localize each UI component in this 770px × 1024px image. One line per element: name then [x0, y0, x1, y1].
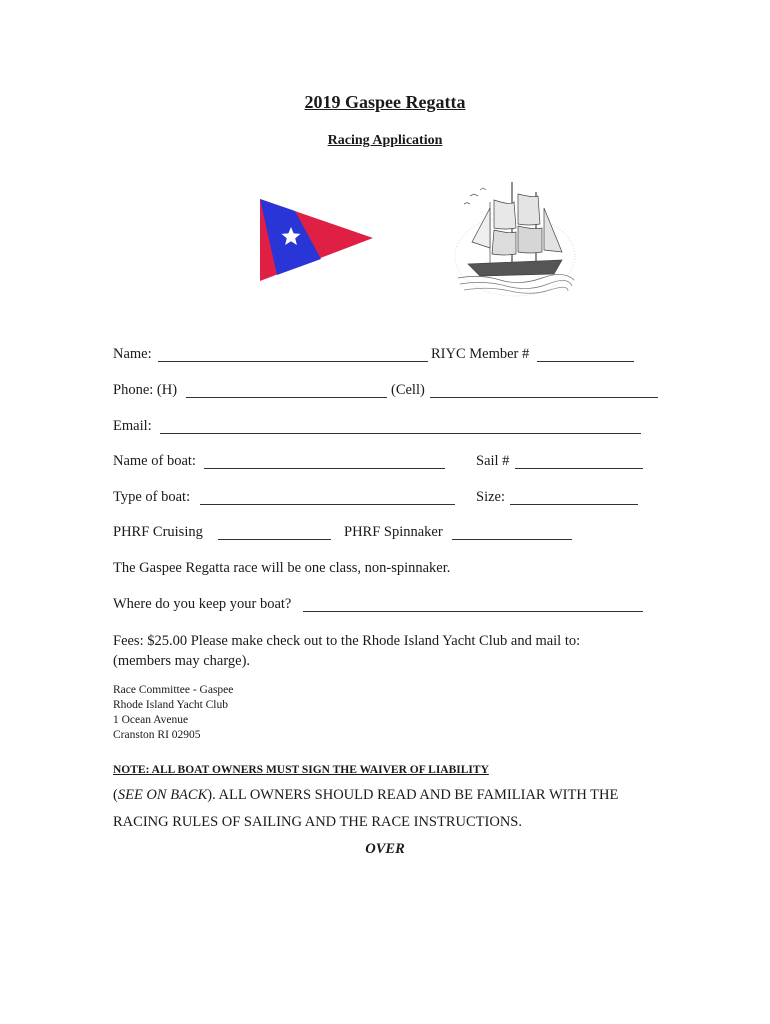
riyc-member-field[interactable]: [537, 361, 634, 362]
keep-boat-field[interactable]: [303, 611, 643, 612]
phrf-spinnaker-label: PHRF Spinnaker: [344, 524, 443, 540]
fees-line-1: Fees: $25.00 Please make check out to the Rhode Island Yacht Club and mail to:: [113, 633, 581, 649]
phone-home-label: Phone: (H): [113, 382, 178, 398]
boat-name-label: Name of boat:: [113, 453, 196, 469]
phrf-spinnaker-field[interactable]: [452, 539, 572, 540]
address-line-1: Race Committee - Gaspee: [113, 684, 234, 696]
address-line-3: 1 Ocean Avenue: [113, 714, 189, 726]
page-subtitle: Racing Application: [327, 133, 443, 148]
owners-line-1-rest: ). ALL OWNERS SHOULD READ AND BE FAMILIAR WITH THE: [207, 787, 619, 803]
name-field[interactable]: [158, 361, 428, 362]
address-line-2: Rhode Island Yacht Club: [113, 699, 228, 711]
owners-line-2: RACING RULES OF SAILING AND THE RACE INSTRUCTIONS.: [113, 814, 522, 830]
phone-home-field[interactable]: [186, 397, 387, 398]
mailing-address: [113, 683, 233, 743]
address-line-4: Cranston RI 02905: [113, 729, 201, 741]
boat-name-field[interactable]: [204, 468, 445, 469]
phrf-cruising-field[interactable]: [218, 539, 331, 540]
size-field[interactable]: [510, 504, 638, 505]
phone-cell-field[interactable]: [430, 397, 658, 398]
sailing-ship-icon: [450, 178, 580, 300]
fees-text: [113, 631, 673, 671]
see-on-back: SEE ON BACK: [117, 787, 208, 803]
phone-cell-label: (Cell): [391, 382, 425, 398]
waiver-note: NOTE: ALL BOAT OWNERS MUST SIGN THE WAIVER OF LIABILITY: [113, 764, 489, 776]
email-field[interactable]: [160, 433, 641, 434]
burgee-icon: [255, 197, 375, 283]
name-label: Name:: [113, 346, 152, 362]
riyc-member-label: RIYC Member #: [431, 346, 530, 362]
phrf-cruising-label: PHRF Cruising: [113, 524, 203, 540]
owners-line-1: [113, 787, 618, 804]
class-note: The Gaspee Regatta race will be one class, non-spinnaker.: [113, 560, 451, 576]
fees-line-2: (members may charge).: [113, 653, 251, 669]
sail-number-field[interactable]: [515, 468, 643, 469]
over-label: OVER: [365, 841, 405, 857]
page-title: 2019 Gaspee Regatta: [304, 92, 466, 112]
keep-boat-label: Where do you keep your boat?: [113, 596, 292, 612]
boat-type-label: Type of boat:: [113, 489, 191, 505]
size-label: Size:: [476, 489, 505, 505]
open-paren: (: [113, 787, 118, 803]
boat-type-field[interactable]: [200, 504, 455, 505]
email-label: Email:: [113, 418, 152, 434]
sail-number-label: Sail #: [476, 453, 510, 469]
